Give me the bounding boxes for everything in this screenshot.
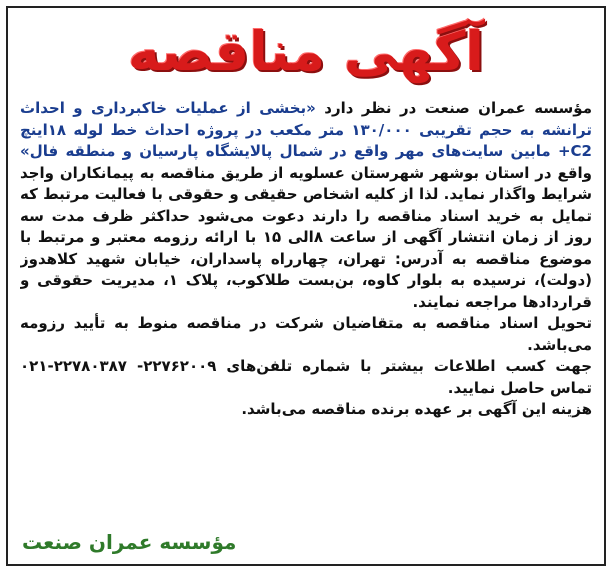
notice-body: [20, 98, 592, 518]
organization-name: مؤسسه عمران صنعت: [424, 99, 592, 117]
signature: مؤسسه عمران صنعت: [22, 530, 237, 554]
contact-info: جهت کسب اطلاعات بیشتر با شماره تلفن‌های ۲۲۷۶۲۰۰۹- ۲۲۷۸۰۳۸۷-۰۲۱ تماس حاصل نمایید.: [20, 357, 592, 397]
body-text-1: در نظر دارد: [315, 99, 425, 117]
body-text-3: تحویل اسناد مناقصه به متقاضیان شرکت در مناقصه منوط به تأیید رزومه می‌باشد.: [20, 314, 592, 354]
notice-frame: [6, 6, 606, 566]
body-text-2: واقع در استان بوشهر شهرستان عسلویه از طریق مناقصه به پیمانکاران واجد شرایط واگذار نماید. لذا از کلیه اشخاص حقیقی و حقوقی با فعالیت مرتبط که تمایل به خرید اسناد مناقصه را دارند دعوت می‌شود حداکثر ظرف مدت سه روز از زمان انتشار آگهی از ساعت ۸الی ۱۵ با ارائه رزومه معتبر و مرتبط با موضوع مناقصه به آدرس: تهران، چهارراه پاسداران، خیابان شهید کلاهدوز (دولت)، نرسیده به بلوار کاوه، بن‌بست طلاکوب، پلاک ۱، مدیریت حقوقی و قراردادها مراجعه نمایند.: [20, 163, 592, 311]
notice-title: آگهی مناقصه: [127, 20, 485, 83]
project-description: «بخشی از عملیات خاکبرداری و احداث ترانشه به حجم تقریبی ۱۳۰/۰۰۰ متر مکعب در پروژه احداث خط لوله ۱۸اینچ C2+ مابین سایت‌های مهر واقع در شمال پالایشگاه پارسیان و منطقه فال»: [20, 99, 592, 160]
cost-note: هزینه این آگهی بر عهده برنده مناقصه می‌باشد.: [241, 400, 592, 418]
